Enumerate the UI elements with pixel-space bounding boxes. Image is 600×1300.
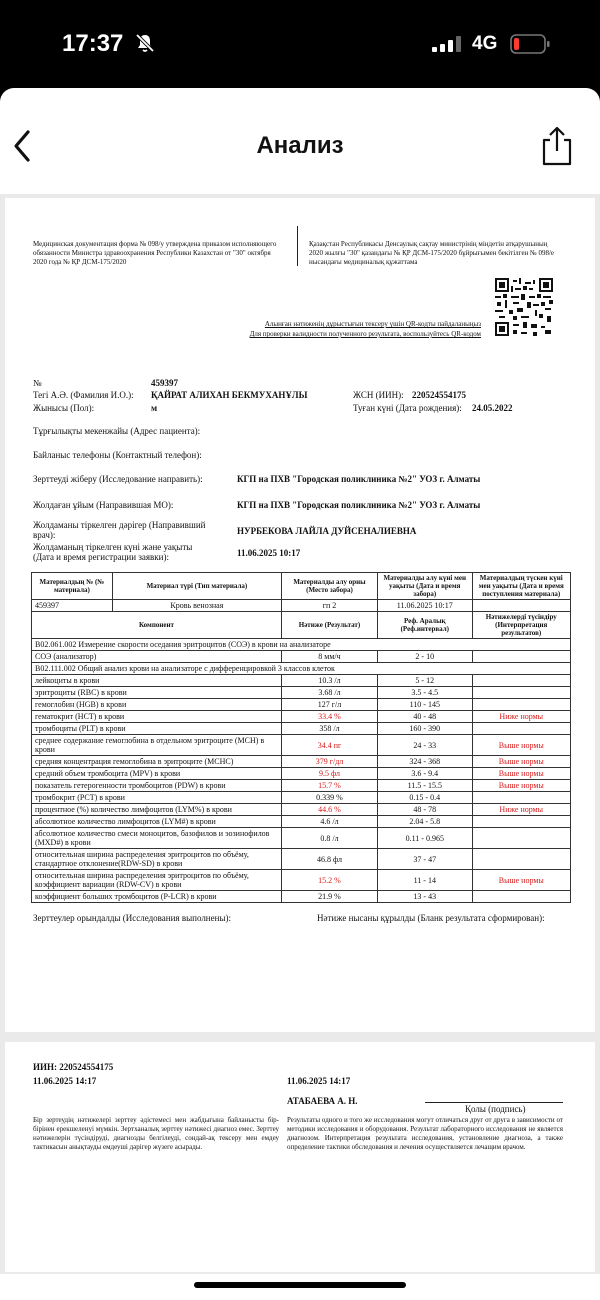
p2-date-2: 11.06.2025 14:17 <box>287 1076 351 1086</box>
param-ref: 37 - 47 <box>378 849 472 870</box>
document-page-2 <box>5 1042 595 1272</box>
param-name: средняя концентрация гемоглобина в эритроците (MCHC) <box>32 756 282 768</box>
param-name: СОЭ (анализатор) <box>32 651 282 663</box>
param-note <box>472 675 571 687</box>
network-type: 4G <box>472 33 498 54</box>
sent-label: Зерттеуді жіберу (Исследование направить): <box>33 474 203 484</box>
param-ref: 324 - 368 <box>378 756 472 768</box>
col-result: Нәтиже (Результат) <box>281 612 377 639</box>
table-row <box>32 816 571 828</box>
sample-material: Кровь венозная <box>112 600 281 612</box>
param-name: средний объем тромбоцита (MPV) в крови <box>32 768 282 780</box>
home-indicator[interactable] <box>194 1282 406 1288</box>
doctor-name: НУРБЕКОВА ЛАЙЛА ДУЙСЕНАЛИЕВНА <box>237 526 417 536</box>
param-note <box>472 687 571 699</box>
param-result: 0.8 /л <box>281 828 377 849</box>
col-material: Материал түрі (Тип материала) <box>112 573 281 600</box>
dob-label: Туған күні (Дата рождения): <box>353 403 462 413</box>
param-name: гематокрит (HCT) в крови <box>32 711 282 723</box>
param-result: 34.4 пг <box>281 735 377 756</box>
cbc-rows <box>32 675 571 903</box>
table-row <box>32 780 571 792</box>
phone-label: Байланыс телефоны (Контактный телефон): <box>33 450 202 460</box>
address-label: Тұрғылықты мекенжайы (Адрес пациента): <box>33 426 201 436</box>
param-result: 10.3 /л <box>281 675 377 687</box>
disclaimer-kz: Бір зертеудің нәтижелері зерттеу әдістемесі мен жабдығына байланысты бір-бірінен ерекшеленуі мүмкін. Зертханалық зерттеу нәтижесі диагноз емес. Зерттеу нәтижелерін түсіндіруді, диагнозды белгілеуді, сондай-ақ тексеру мен емдеу тактикасын анықтауды емдеуші дәрігер жүзеге асырады. <box>33 1116 279 1151</box>
param-ref: 3.6 - 9.4 <box>378 768 472 780</box>
regdate-value: 11.06.2025 10:17 <box>237 548 301 558</box>
qr-note-kz: Алынған нәтиженің дұрыстығын тексеру үшін QR-кодты пайдаланыңыз <box>264 320 481 328</box>
param-name: тромбокрит (PCT) в крови <box>32 792 282 804</box>
param-result: 21.9 % <box>281 891 377 903</box>
patient-name: ҚАЙРАТ АЛИХАН БЕКМУХАНҰЛЫ <box>151 390 308 400</box>
form-note-ru: Медицинская документация форма № 098/у утверждена приказом исполняющего обязанности Министра здравоохранения Республики Казахстан от "30" октября 2020 года № ҚР ДСМ-175/2020 <box>33 240 277 266</box>
sent-value: КГП на ПХВ "Городская поликлиника №2" УОЗ г. Алматы <box>237 474 481 484</box>
param-name: относительная ширина распределения эритроцитов по объёму, стандартное отклонение(RDW-SD) в крови <box>32 849 282 870</box>
doctor-label-2: врач): <box>33 530 56 540</box>
param-name: коэффициент больших тромбоцитов (P-LCR) в крови <box>32 891 282 903</box>
param-name: гемоглобин (HGB) в крови <box>32 699 282 711</box>
iin-value: 220524554175 <box>412 390 466 400</box>
p2-sign: Қолы (подпись) <box>465 1104 526 1114</box>
param-name: абсолютное количество лимфоцитов (LYM#) в крови <box>32 816 282 828</box>
regdate-label-2: (Дата и время регистрации заявки): <box>33 552 169 562</box>
disclaimer-ru: Результаты одного и того же исследования могут отличаться друг от друга в зависимости от методики исследования и оборудования. Результат лабораторного исследования не является диагнозом. Интерпретация результата исследования, установление диагноза, а также определение тактики обследования и лечения осуществляется лечащим врачом. <box>287 1116 563 1151</box>
param-name: среднее содержание гемоглобина в отдельном эритроците (MCH) в крови <box>32 735 282 756</box>
param-result: 33.4 % <box>281 711 377 723</box>
cellular-signal-icon <box>432 36 464 52</box>
param-name: относительная ширина распределения эритроцитов по объёму, коэффициент вариации (RDW-CV) в крови <box>32 870 282 891</box>
param-note: Ниже нормы <box>472 804 571 816</box>
param-name: тромбоциты (PLT) в крови <box>32 723 282 735</box>
formed-label: Нәтиже нысаны құрылды (Бланк результата сформирован): <box>317 913 545 923</box>
param-note <box>472 699 571 711</box>
param-result: 4.6 /л <box>281 816 377 828</box>
param-note <box>472 816 571 828</box>
param-ref: 160 - 390 <box>378 723 472 735</box>
col-date-taken: Материалды алу күні мен уақыты (Дата и время забора) <box>378 573 472 600</box>
param-ref: 110 - 145 <box>378 699 472 711</box>
results-table <box>31 572 571 903</box>
table-row <box>32 828 571 849</box>
param-ref: 11.5 - 15.5 <box>378 780 472 792</box>
param-result: 15.7 % <box>281 780 377 792</box>
sample-header-row <box>32 573 571 600</box>
col-ref: Реф. Аралық (Реф.интервал) <box>378 612 472 639</box>
table-row <box>32 849 571 870</box>
param-note: Выше нормы <box>472 735 571 756</box>
section-soe: B02.061.002 Измерение скорости оседания эритроцитов (СОЭ) в крови на анализаторе <box>32 639 571 651</box>
col-place: Материалды алу орны (Место забора) <box>281 573 377 600</box>
share-button[interactable] <box>538 124 576 168</box>
battery-low-icon <box>510 34 550 54</box>
param-result: 0.339 % <box>281 792 377 804</box>
order-number: 459397 <box>151 378 178 388</box>
param-name: процентное (%) количество лимфоцитов (LYM%) в крови <box>32 804 282 816</box>
qr-code-icon <box>495 278 553 336</box>
param-result: 358 /л <box>281 723 377 735</box>
param-name: лейкоциты в крови <box>32 675 282 687</box>
param-note <box>472 792 571 804</box>
p2-name: АТАБАЕВА А. Н. <box>287 1096 358 1106</box>
sample-received <box>472 600 571 612</box>
param-ref: 40 - 48 <box>378 711 472 723</box>
section-cbc: B02.111.002 Общий анализ крови на анализаторе с дифференцировкой 3 классов клеток <box>32 663 571 675</box>
col-date-received: Материалдың түскен күні мен уақыты (Дата и время поступления материала) <box>472 573 571 600</box>
p2-date: 11.06.2025 14:17 <box>33 1076 97 1086</box>
param-ref: 5 - 12 <box>378 675 472 687</box>
sample-row <box>32 600 571 612</box>
bell-muted-icon <box>134 32 156 54</box>
param-name: абсолютное количество смеси моноцитов, базофилов и эозинофилов (MXD#) в крови <box>32 828 282 849</box>
table-row <box>32 804 571 816</box>
param-note: Выше нормы <box>472 768 571 780</box>
sample-place: гп 2 <box>281 600 377 612</box>
param-name: эритроциты (RBC) в крови <box>32 687 282 699</box>
sex-value: м <box>151 403 158 413</box>
table-row <box>32 756 571 768</box>
p2-iin: ИИН: 220524554175 <box>33 1062 114 1072</box>
table-row <box>32 768 571 780</box>
table-row <box>32 870 571 891</box>
param-ref: 2 - 10 <box>378 651 472 663</box>
dob-value: 24.05.2022 <box>472 403 513 413</box>
param-name: показатель гетерогенности тромбоцитов (PDW) в крови <box>32 780 282 792</box>
param-result: 46.8 фл <box>281 849 377 870</box>
status-time: 17:37 <box>62 30 124 57</box>
table-row <box>32 723 571 735</box>
divider <box>297 226 298 266</box>
table-row <box>32 735 571 756</box>
param-note <box>472 828 571 849</box>
qr-note-ru: Для проверки валидности полученного результата, воспользуйтесь QR-кодом <box>249 330 481 338</box>
mo-label: Жолдаған ұйым (Направившая МО): <box>33 500 174 510</box>
col-sample-no: Материалдың № (№ материала) <box>32 573 113 600</box>
status-bar <box>0 0 600 92</box>
regdate-label: Жолдаманың тіркелген күні және уақыты <box>33 542 193 552</box>
param-ref: 24 - 33 <box>378 735 472 756</box>
param-note: Выше нормы <box>472 780 571 792</box>
iin-label: ЖСН (ИИН): <box>353 390 404 400</box>
sample-date: 11.06.2025 10:17 <box>378 600 472 612</box>
param-result: 3.68 /л <box>281 687 377 699</box>
table-row <box>32 687 571 699</box>
page-title: Анализ <box>256 132 344 159</box>
param-note: Выше нормы <box>472 756 571 768</box>
params-header-row <box>32 612 571 639</box>
param-result: 15.2 % <box>281 870 377 891</box>
table-row <box>32 891 571 903</box>
signature-line <box>425 1102 563 1103</box>
param-ref: 0.15 - 0.4 <box>378 792 472 804</box>
param-ref: 0.11 - 0.965 <box>378 828 472 849</box>
col-component: Компонент <box>32 612 282 639</box>
section-row <box>32 639 571 651</box>
fio-label: Тегі А.Ә. (Фамилия И.О.): <box>33 390 134 400</box>
document-page-1 <box>5 198 595 1032</box>
param-result: 8 мм/ч <box>281 651 377 663</box>
param-note: Выше нормы <box>472 870 571 891</box>
nav-header <box>0 88 600 190</box>
form-note-kz: Қазақстан Республикасы Денсаулық сақтау министрінің міндетін атқарушының 2020 жылғы "30" қазандағы № ҚР ДСМ-175/2020 бұйрығымен бекітілген № 098/е нысандағы медициналық құжаттама <box>309 240 555 266</box>
table-row <box>32 699 571 711</box>
param-ref: 2.04 - 5.8 <box>378 816 472 828</box>
param-note <box>472 891 571 903</box>
doctor-label: Жолдаманы тіркелген дәрігер (Направивший <box>33 520 206 530</box>
mo-value: КГП на ПХВ "Городская поликлиника №2" УОЗ г. Алматы <box>237 500 481 510</box>
param-ref: 3.5 - 4.5 <box>378 687 472 699</box>
param-result: 127 г/л <box>281 699 377 711</box>
param-note <box>472 723 571 735</box>
param-ref: 48 - 78 <box>378 804 472 816</box>
table-row <box>32 675 571 687</box>
col-interp: Нәтижелерді түсіндіру (Интерпретация результатов) <box>472 612 571 639</box>
document-viewer[interactable] <box>0 194 600 1274</box>
param-result: 44.6 % <box>281 804 377 816</box>
sex-label: Жынысы (Пол): <box>33 403 95 413</box>
table-row <box>32 711 571 723</box>
param-result: 379 г/дл <box>281 756 377 768</box>
param-ref: 11 - 14 <box>378 870 472 891</box>
modal-sheet <box>0 88 600 1300</box>
sample-no: 459397 <box>32 600 113 612</box>
order-number-label: № <box>33 378 42 388</box>
param-note <box>472 651 571 663</box>
param-ref: 13 - 43 <box>378 891 472 903</box>
table-row <box>32 792 571 804</box>
param-note <box>472 849 571 870</box>
share-icon <box>538 124 576 168</box>
section-row <box>32 663 571 675</box>
param-result: 9.5 фл <box>281 768 377 780</box>
done-label: Зерттеулер орындалды (Исследования выполнены): <box>33 913 231 923</box>
param-note: Ниже нормы <box>472 711 571 723</box>
table-row <box>32 651 571 663</box>
